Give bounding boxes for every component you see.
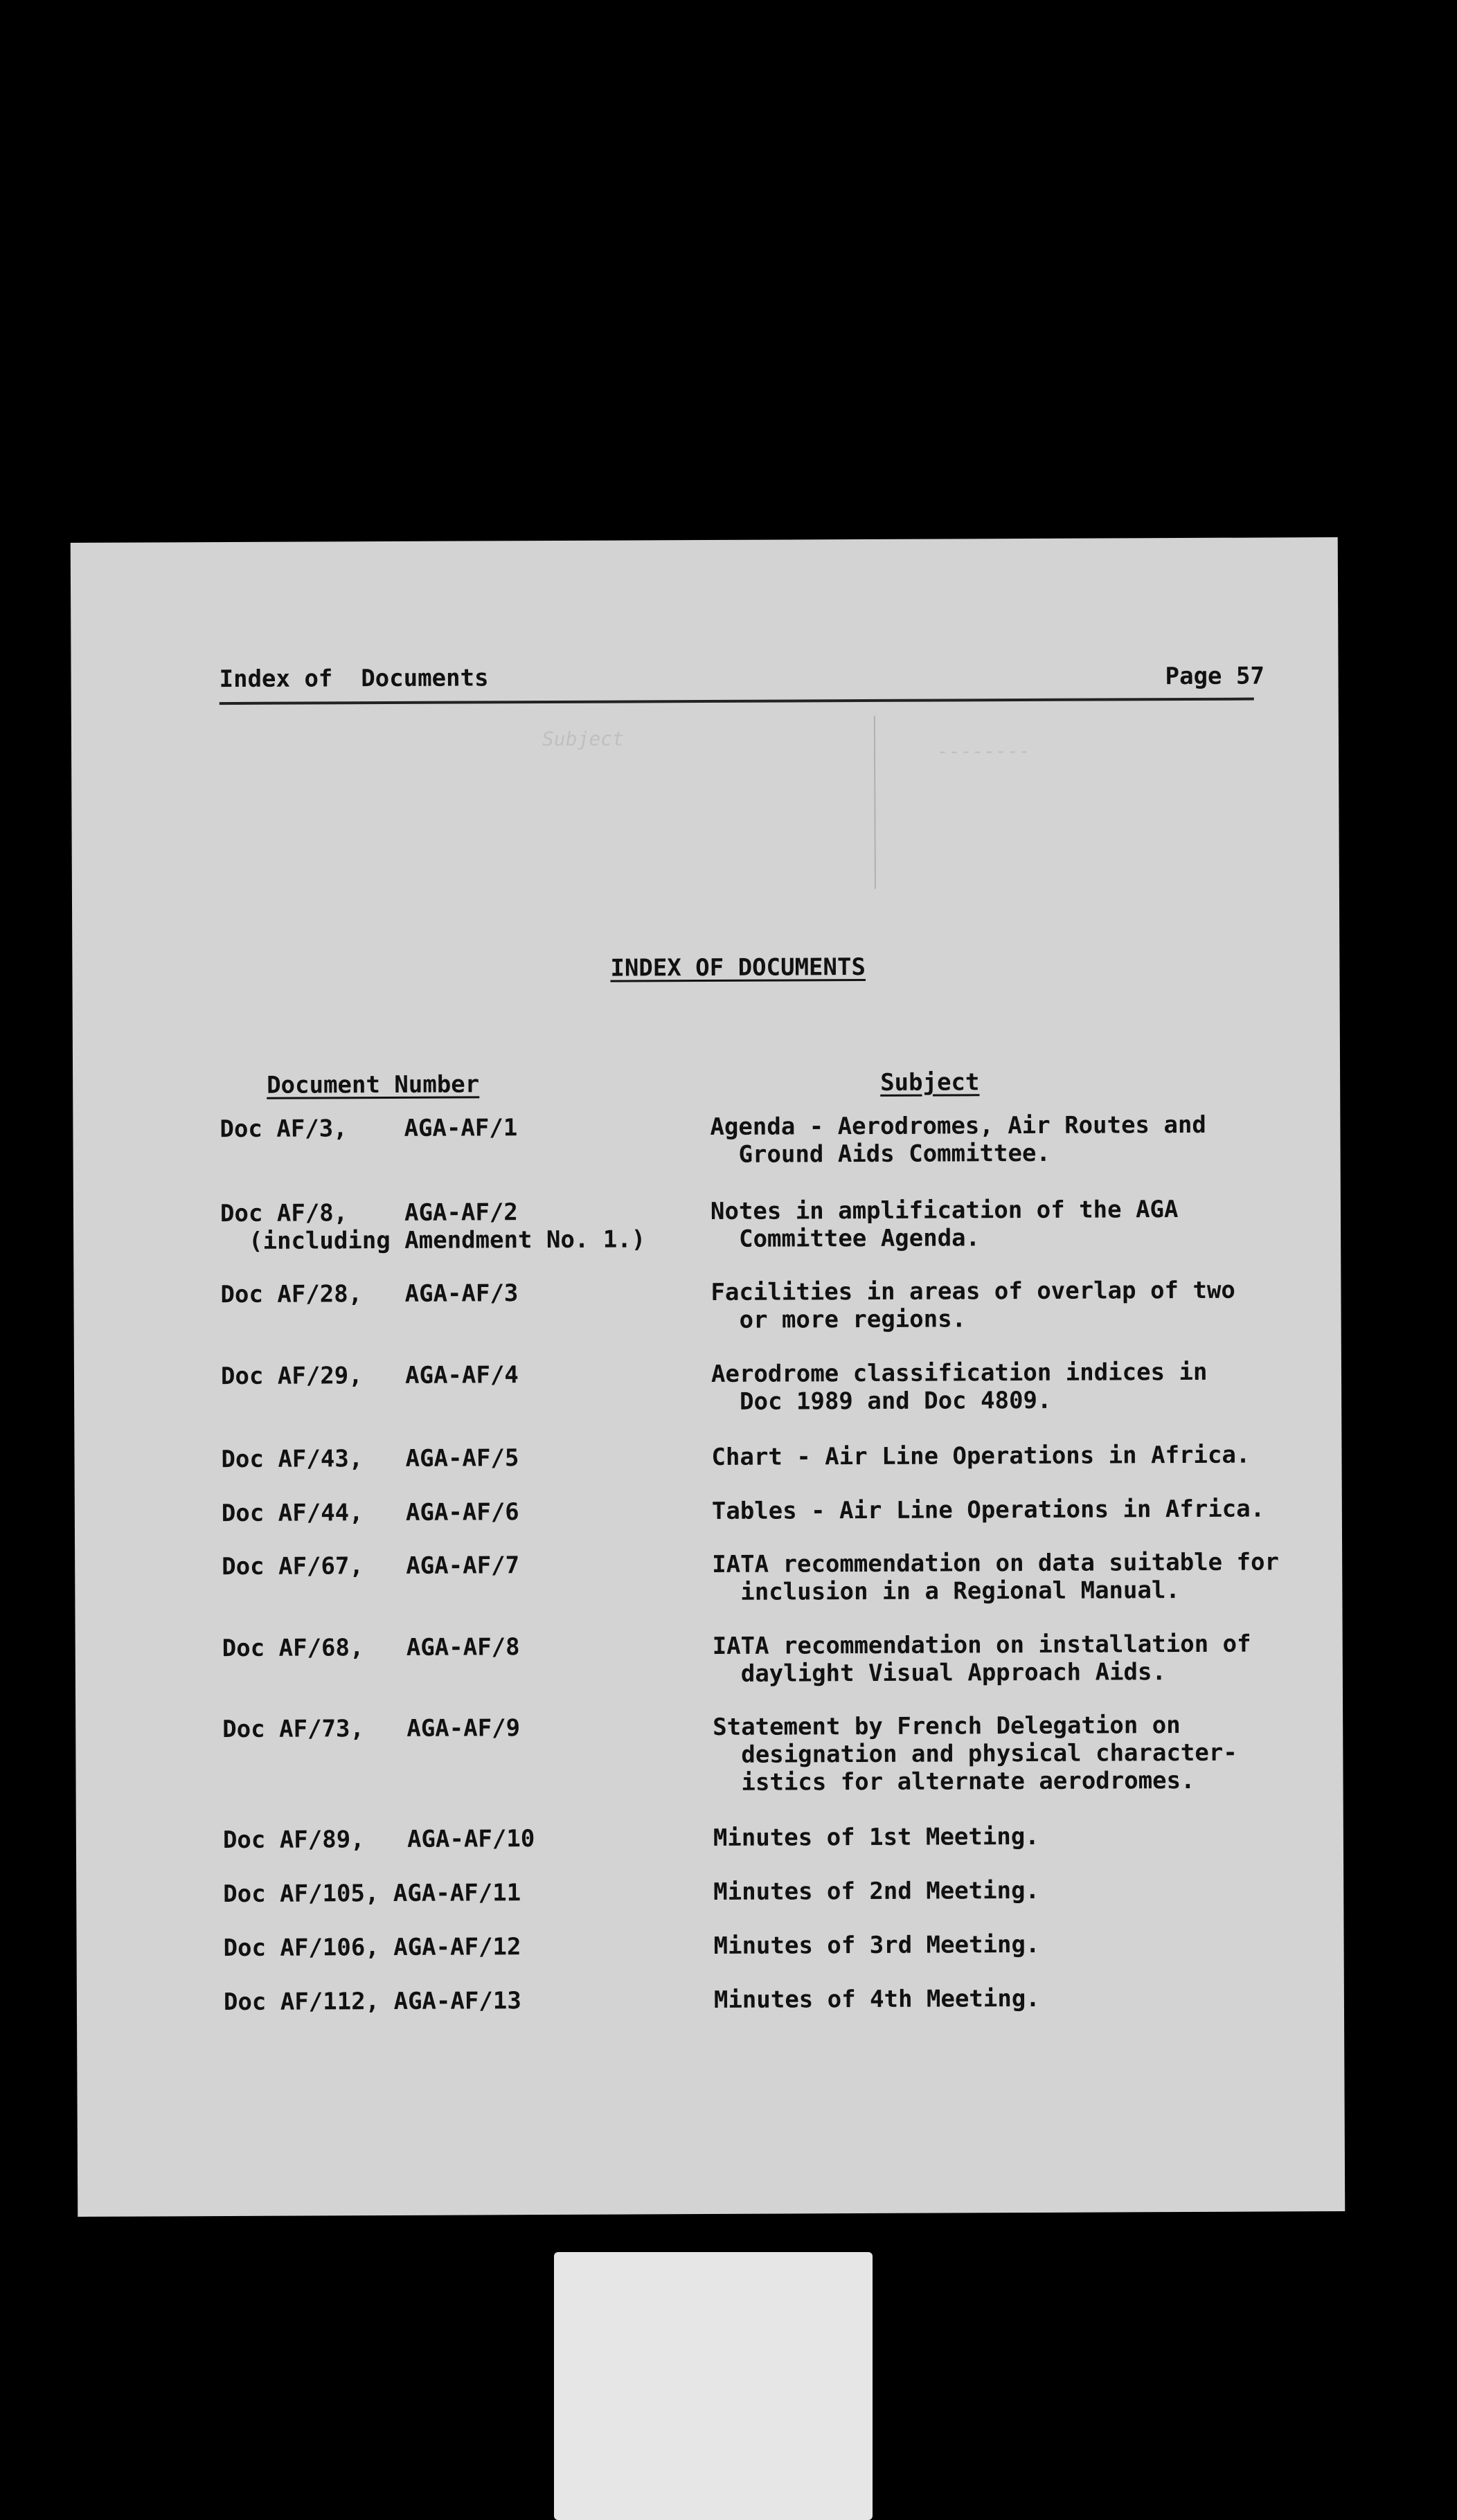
table-row (74, 1441, 1341, 1474)
table-row (75, 1495, 1342, 1528)
document-number: Doc AF/105, AGA-AF/11 (223, 1879, 521, 1909)
subject: Minutes of 4th Meeting. (713, 1984, 1040, 2014)
header-title: Index of Documents (219, 664, 489, 694)
subject: Notes in amplification of the AGA Committee Agenda. (710, 1196, 1179, 1253)
document-number: Doc AF/3, AGA-AF/1 (220, 1114, 518, 1144)
subject: Minutes of 2nd Meeting. (713, 1876, 1040, 1906)
document-number: Doc AF/43, AGA-AF/5 (221, 1444, 519, 1474)
subject: Agenda - Aerodromes, Air Routes and Ground Aids Committee. (710, 1110, 1206, 1169)
subject: IATA recommendation on installation of daylight Visual Approach Aids. (712, 1630, 1251, 1688)
document-page (71, 537, 1346, 2217)
document-number: Doc AF/8, AGA-AF/2 (including Amendment No. 1.) (220, 1198, 646, 1256)
page-number: Page 57 (1165, 662, 1264, 691)
blank-target-card (554, 2252, 873, 2520)
subject: Minutes of 1st Meeting. (713, 1822, 1039, 1852)
table-row (76, 1821, 1343, 1855)
subject: Aerodrome classification indices in Doc 1989 and Doc 4809. (710, 1358, 1208, 1416)
table-row (73, 1195, 1341, 1256)
column-header-subject: Subject (880, 1068, 980, 1097)
table-row (76, 1875, 1343, 1909)
table-row (77, 1983, 1344, 2017)
table-row (75, 1548, 1342, 1606)
subject: Chart - Air Line Operations in Africa. (711, 1441, 1251, 1471)
column-header-document-number: Document Number (267, 1070, 480, 1099)
table-row (75, 1630, 1343, 1688)
bleed-through-line (874, 716, 876, 889)
document-number: Doc AF/28, AGA-AF/3 (220, 1279, 519, 1309)
bleed-through-ghost-text: -------- (936, 739, 1030, 763)
document-number: Doc AF/106, AGA-AF/12 (223, 1933, 521, 1963)
table-row (77, 1929, 1344, 1963)
document-number: Doc AF/73, AGA-AF/9 (222, 1714, 521, 1744)
subject: Facilities in areas of overlap of two or more regions. (710, 1276, 1235, 1334)
bleed-through-ghost-text: Subject (542, 727, 625, 751)
subject: Statement by French Delegation on designation and physical character- istics for alternate aerodromes. (713, 1711, 1237, 1797)
document-number: Doc AF/68, AGA-AF/8 (222, 1633, 520, 1663)
document-number: Doc AF/29, AGA-AF/4 (220, 1361, 519, 1391)
header-rule (220, 698, 1254, 705)
table-row (74, 1358, 1341, 1416)
document-number: Doc AF/67, AGA-AF/7 (222, 1551, 520, 1581)
index-heading: INDEX OF DOCUMENTS (610, 953, 866, 982)
table-row (73, 1276, 1341, 1334)
table-row (73, 1110, 1340, 1169)
document-number: Doc AF/112, AGA-AF/13 (223, 1987, 521, 2017)
subject: Tables - Air Line Operations in Africa. (711, 1495, 1265, 1525)
subject: IATA recommendation on data suitable for inclusion in a Regional Manual. (712, 1548, 1280, 1606)
document-number: Doc AF/89, AGA-AF/10 (222, 1825, 535, 1855)
table-row (75, 1711, 1343, 1797)
document-number: Doc AF/44, AGA-AF/6 (221, 1498, 519, 1528)
subject: Minutes of 3rd Meeting. (713, 1930, 1040, 1960)
